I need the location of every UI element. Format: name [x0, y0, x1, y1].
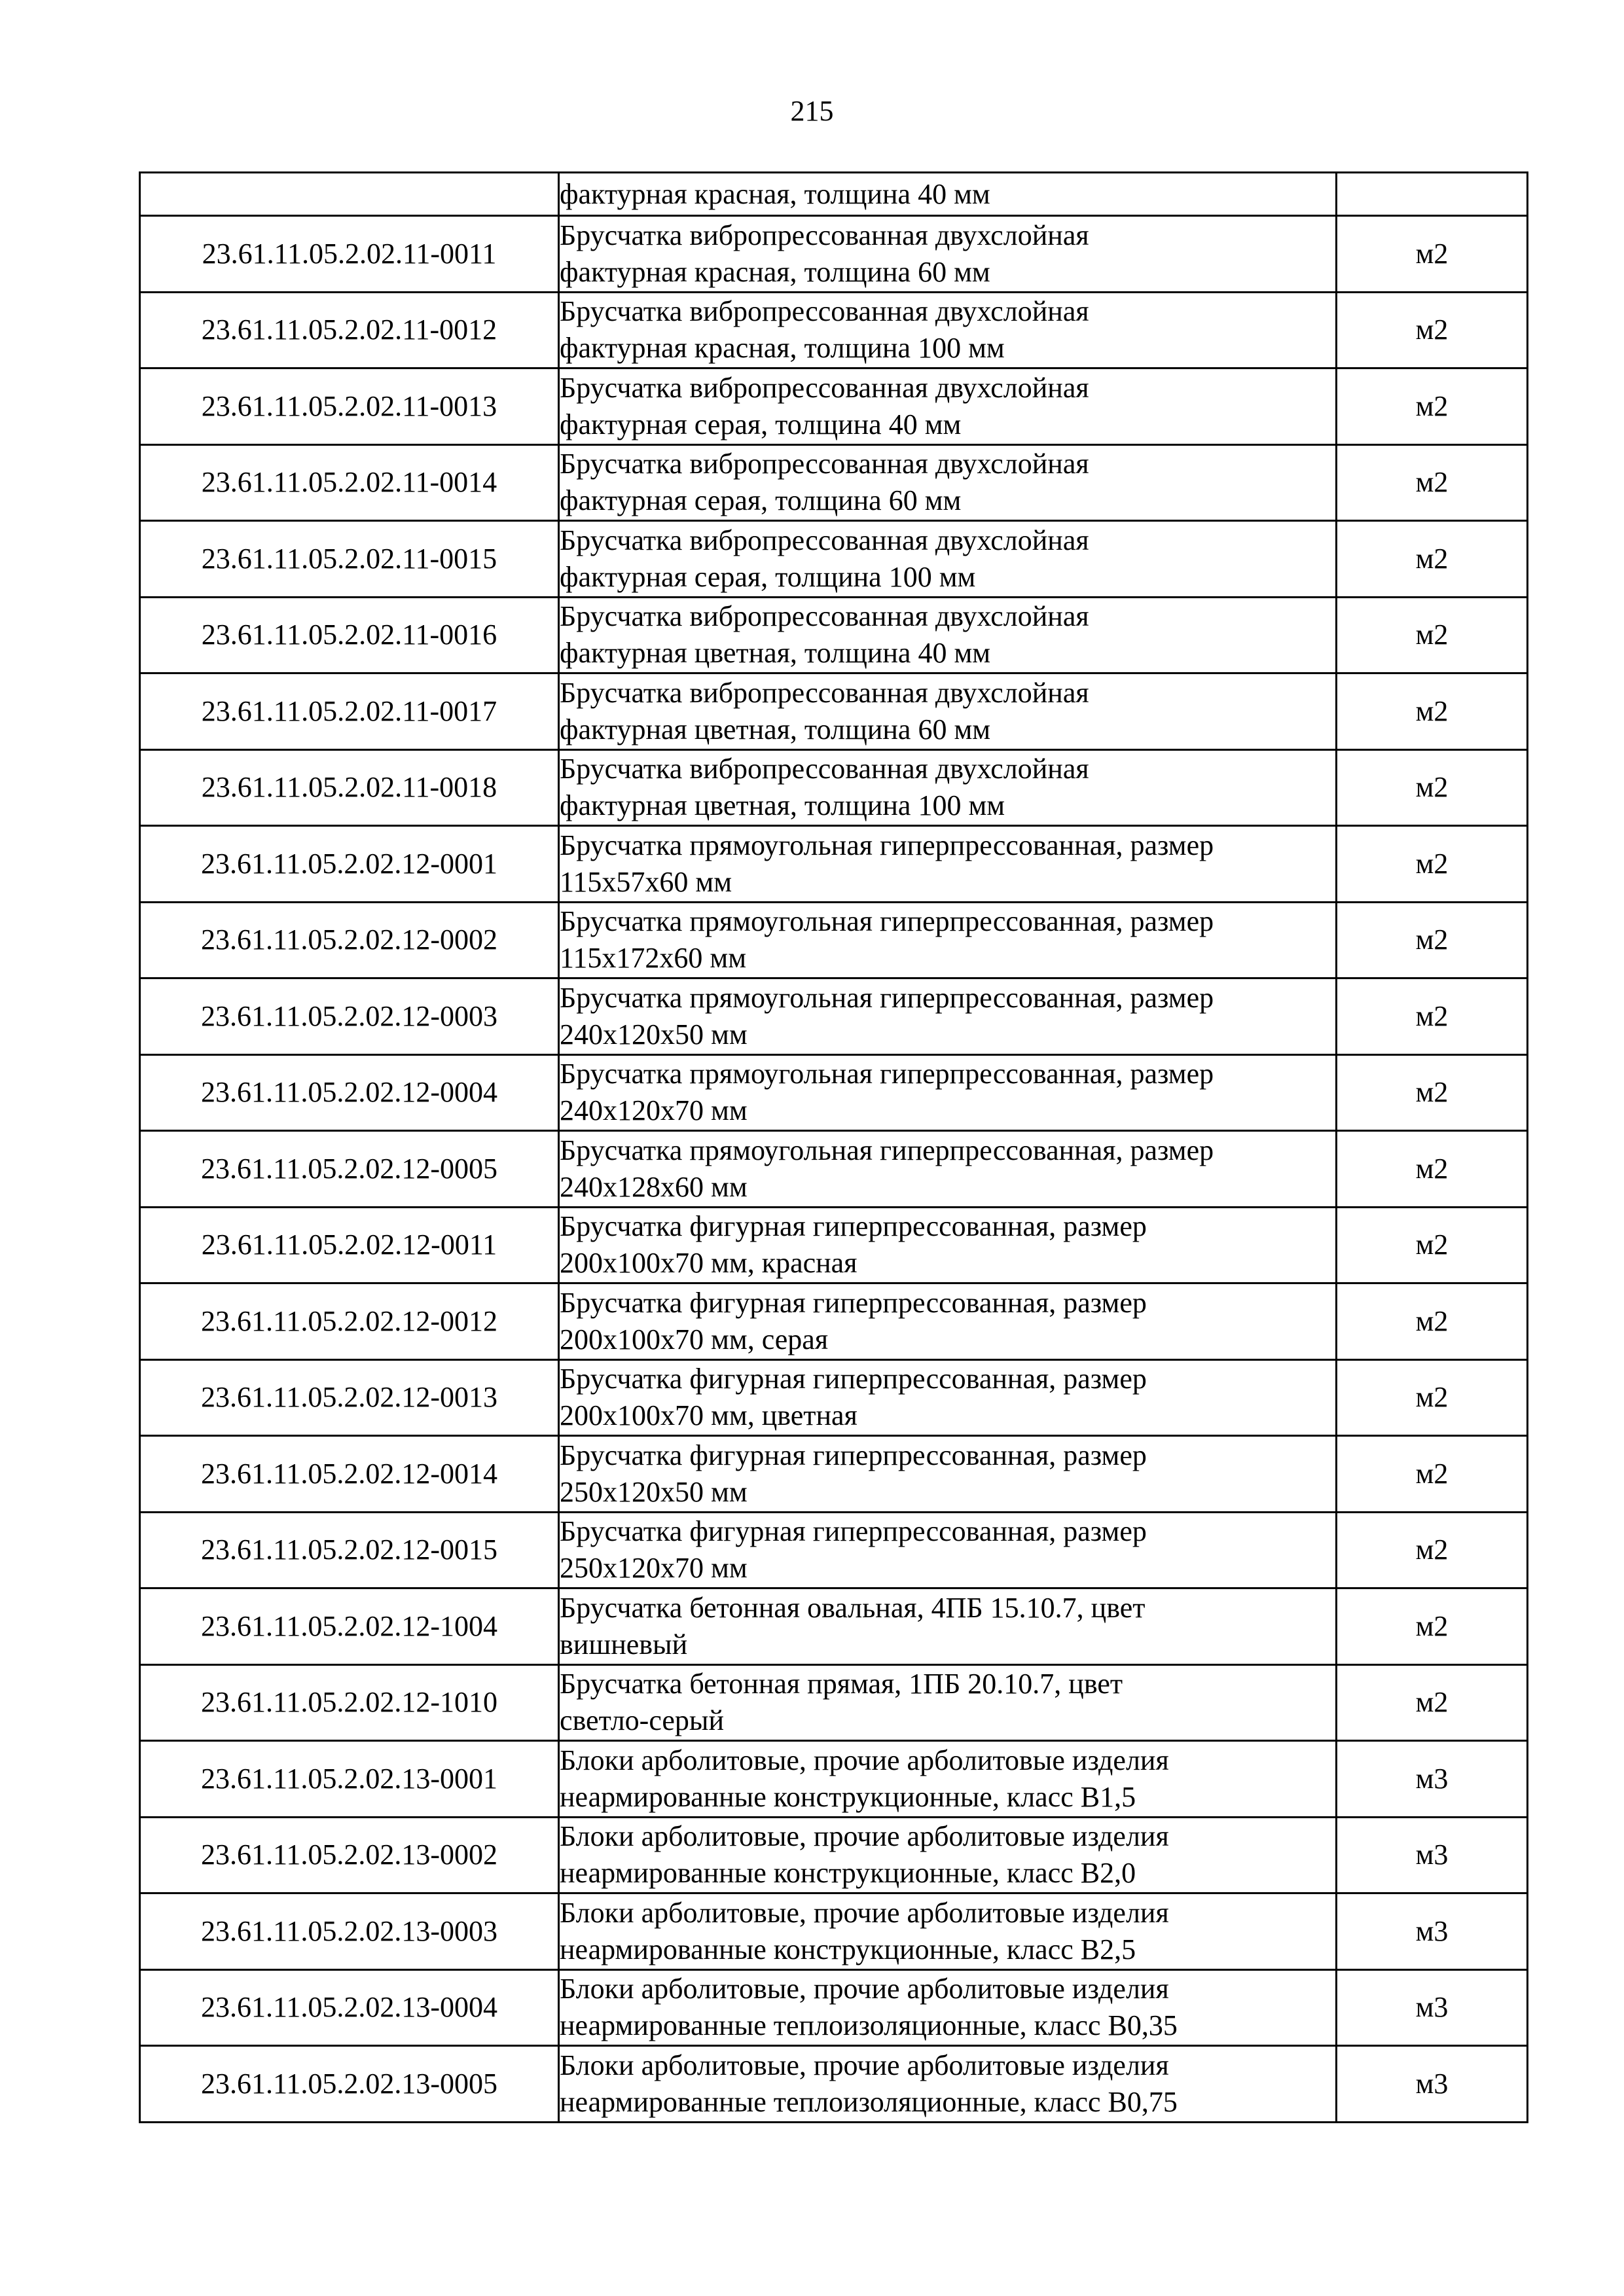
- resource-name-line: 115x172x60 мм: [560, 942, 747, 975]
- resource-name-line: неармированные теплоизоляционные, класс В0,35: [560, 2009, 1178, 2042]
- resource-name-line: светло-серый: [560, 1704, 725, 1737]
- resource-name-cell: [559, 1054, 1337, 1131]
- resource-name-line: фактурная серая, толщина 40 мм: [560, 408, 962, 440]
- resource-code-cell: 23.61.11.05.2.02.12-0014: [140, 1436, 559, 1513]
- unit-cell: м3: [1337, 1893, 1528, 1970]
- table-row: [140, 902, 1528, 978]
- unit-cell: м3: [1337, 2046, 1528, 2123]
- unit-cell: м2: [1337, 1512, 1528, 1588]
- resource-name-cell: [559, 1436, 1337, 1513]
- resource-name-cell: [559, 1893, 1337, 1970]
- resource-name-cell: [559, 292, 1337, 368]
- resource-code-cell: 23.61.11.05.2.02.12-0012: [140, 1283, 559, 1360]
- resource-name-line: 200x100x70 мм, серая: [560, 1323, 829, 1355]
- table-row: [140, 597, 1528, 673]
- unit-cell: м2: [1337, 1436, 1528, 1513]
- table-body: [140, 173, 1528, 2123]
- table-row: [140, 292, 1528, 368]
- resource-code-cell: 23.61.11.05.2.02.11-0015: [140, 521, 559, 598]
- unit-cell: м2: [1337, 1664, 1528, 1741]
- resource-code-cell: 23.61.11.05.2.02.12-0003: [140, 978, 559, 1055]
- resource-name-line: неармированные теплоизоляционные, класс В0,75: [560, 2085, 1178, 2118]
- table-row: [140, 978, 1528, 1055]
- resource-name-cell: [559, 978, 1337, 1055]
- unit-cell: м2: [1337, 1359, 1528, 1436]
- unit-cell: м2: [1337, 1588, 1528, 1665]
- resource-code-cell: 23.61.11.05.2.02.12-0004: [140, 1054, 559, 1131]
- resource-name-line: Брусчатка прямоугольная гиперпрессованная, размер: [560, 1058, 1214, 1090]
- resource-name-cell: [559, 1969, 1337, 2046]
- table-row-continuation: [140, 173, 1528, 216]
- unit-cell: м2: [1337, 292, 1528, 368]
- unit-cell: [1337, 173, 1528, 216]
- resource-name-line: фактурная серая, толщина 60 мм: [560, 484, 962, 517]
- unit-cell: м3: [1337, 1741, 1528, 1818]
- unit-cell: м2: [1337, 1207, 1528, 1283]
- resource-catalog-table: [139, 171, 1528, 2123]
- unit-cell: м2: [1337, 1131, 1528, 1208]
- resource-code-cell: 23.61.11.05.2.02.12-0005: [140, 1131, 559, 1208]
- resource-code-cell: 23.61.11.05.2.02.13-0004: [140, 1969, 559, 2046]
- unit-cell: м2: [1337, 1054, 1528, 1131]
- resource-code-cell: 23.61.11.05.2.02.11-0018: [140, 749, 559, 826]
- resource-code-cell: 23.61.11.05.2.02.11-0012: [140, 292, 559, 368]
- resource-code-cell: 23.61.11.05.2.02.12-1004: [140, 1588, 559, 1665]
- resource-name-cell: [559, 216, 1337, 293]
- resource-name-line: 240x120x50 мм: [560, 1018, 748, 1050]
- resource-code-cell: 23.61.11.05.2.02.12-0015: [140, 1512, 559, 1588]
- resource-name-cell: [559, 673, 1337, 750]
- resource-name-line: Брусчатка фигурная гиперпрессованная, размер: [560, 1286, 1147, 1319]
- resource-name-line: неармированные конструкционные, класс В2,0: [560, 1857, 1136, 1890]
- table-row: [140, 1893, 1528, 1970]
- resource-name-line: Брусчатка фигурная гиперпрессованная, размер: [560, 1439, 1147, 1471]
- unit-cell: м2: [1337, 597, 1528, 673]
- table-row: [140, 1207, 1528, 1283]
- resource-name-line: Блоки арболитовые, прочие арболитовые изделия: [560, 1820, 1169, 1853]
- resource-name-line: Брусчатка фигурная гиперпрессованная, размер: [560, 1210, 1147, 1243]
- resource-name-line: фактурная цветная, толщина 100 мм: [560, 789, 1005, 822]
- resource-name-line: 250x120x50 мм: [560, 1475, 748, 1508]
- unit-cell: м2: [1337, 368, 1528, 445]
- table-row: [140, 444, 1528, 521]
- resource-code-cell: 23.61.11.05.2.02.12-0013: [140, 1359, 559, 1436]
- unit-cell: м3: [1337, 1817, 1528, 1893]
- resource-name-line: Брусчатка вибропрессованная двухслойная: [560, 295, 1089, 328]
- table-row: [140, 1359, 1528, 1436]
- table-row: [140, 521, 1528, 598]
- resource-name-line: Блоки арболитовые, прочие арболитовые изделия: [560, 1744, 1169, 1776]
- resource-code-cell: 23.61.11.05.2.02.12-0011: [140, 1207, 559, 1283]
- resource-name-line: Брусчатка прямоугольная гиперпрессованная, размер: [560, 1134, 1214, 1166]
- resource-name-cell: [559, 1588, 1337, 1665]
- unit-cell: м2: [1337, 673, 1528, 750]
- unit-cell: м2: [1337, 749, 1528, 826]
- resource-name-line: Брусчатка вибропрессованная двухслойная: [560, 448, 1089, 480]
- resource-name-cell: [559, 2046, 1337, 2123]
- resource-code-cell: 23.61.11.05.2.02.11-0013: [140, 368, 559, 445]
- resource-name-cell: [559, 444, 1337, 521]
- resource-name-line: Брусчатка вибропрессованная двухслойная: [560, 600, 1089, 633]
- resource-name-line: неармированные конструкционные, класс В1,5: [560, 1780, 1136, 1813]
- resource-name-line: вишневый: [560, 1628, 688, 1660]
- resource-name-line: Блоки арболитовые, прочие арболитовые изделия: [560, 2049, 1169, 2081]
- table-row: [140, 749, 1528, 826]
- resource-name-line: 200x100x70 мм, цветная: [560, 1399, 857, 1432]
- unit-cell: м2: [1337, 1283, 1528, 1360]
- resource-name-line: Брусчатка фигурная гиперпрессованная, размер: [560, 1515, 1147, 1548]
- resource-code-cell: 23.61.11.05.2.02.11-0014: [140, 444, 559, 521]
- page-number: 215: [790, 95, 834, 127]
- resource-name-cell: [559, 1664, 1337, 1741]
- table-row: [140, 1131, 1528, 1208]
- resource-name-line: 200x100x70 мм, красная: [560, 1247, 857, 1280]
- resource-name-line: Блоки арболитовые, прочие арболитовые изделия: [560, 1896, 1169, 1929]
- resource-name-line: Блоки арболитовые, прочие арболитовые изделия: [560, 1973, 1169, 2005]
- resource-name-line: Брусчатка прямоугольная гиперпрессованная, размер: [560, 829, 1214, 861]
- resource-name-line: 240x120x70 мм: [560, 1094, 748, 1127]
- resource-name-cell: [559, 521, 1337, 598]
- resource-name-line: неармированные конструкционные, класс В2,5: [560, 1933, 1136, 1965]
- resource-name-cell: фактурная красная, толщина 40 мм: [559, 173, 1337, 216]
- unit-cell: м3: [1337, 1969, 1528, 2046]
- resource-code-cell: 23.61.11.05.2.02.12-1010: [140, 1664, 559, 1741]
- resource-name-line: Брусчатка вибропрессованная двухслойная: [560, 219, 1089, 251]
- resource-name-cell: [559, 826, 1337, 903]
- table-row: [140, 1817, 1528, 1893]
- resource-name-line: Брусчатка прямоугольная гиперпрессованная, размер: [560, 981, 1214, 1014]
- unit-cell: м2: [1337, 216, 1528, 293]
- resource-name-line: фактурная цветная, толщина 60 мм: [560, 713, 991, 745]
- resource-name-line: фактурная серая, толщина 100 мм: [560, 560, 976, 593]
- resource-code-cell: 23.61.11.05.2.02.13-0002: [140, 1817, 559, 1893]
- resource-name-line: 250x120x70 мм: [560, 1552, 748, 1585]
- resource-name-line: Брусчатка вибропрессованная двухслойная: [560, 371, 1089, 404]
- resource-name-cell: [559, 1207, 1337, 1283]
- resource-code-cell: 23.61.11.05.2.02.13-0003: [140, 1893, 559, 1970]
- table-row: [140, 673, 1528, 750]
- table-row: [140, 1512, 1528, 1588]
- table-row: [140, 2046, 1528, 2123]
- table-row: [140, 216, 1528, 293]
- resource-code-cell: [140, 173, 559, 216]
- resource-name-line: фактурная красная, толщина 100 мм: [560, 332, 1005, 365]
- resource-code-cell: 23.61.11.05.2.02.11-0011: [140, 216, 559, 293]
- resource-name-line: Брусчатка бетонная овальная, 4ПБ 15.10.7, цвет: [560, 1591, 1146, 1624]
- resource-name-cell: [559, 902, 1337, 978]
- resource-name-cell: [559, 1817, 1337, 1893]
- table-row: [140, 1664, 1528, 1741]
- resource-name-line: фактурная цветная, толщина 40 мм: [560, 637, 991, 670]
- resource-name-cell: [559, 597, 1337, 673]
- resource-code-cell: 23.61.11.05.2.02.11-0017: [140, 673, 559, 750]
- resource-name-line: Брусчатка вибропрессованная двухслойная: [560, 753, 1089, 785]
- resource-name-cell: [559, 1131, 1337, 1208]
- resource-code-cell: 23.61.11.05.2.02.11-0016: [140, 597, 559, 673]
- resource-name-line: Брусчатка фигурная гиперпрессованная, размер: [560, 1363, 1147, 1395]
- resource-name-cell: [559, 1283, 1337, 1360]
- resource-name-line: Брусчатка бетонная прямая, 1ПБ 20.10.7, цвет: [560, 1668, 1123, 1700]
- resource-name-line: 115x57x60 мм: [560, 865, 732, 898]
- unit-cell: м2: [1337, 444, 1528, 521]
- resource-name-cell: [559, 1741, 1337, 1818]
- unit-cell: м2: [1337, 521, 1528, 598]
- unit-cell: м2: [1337, 978, 1528, 1055]
- resource-name-line: 240x128x60 мм: [560, 1170, 748, 1203]
- resource-name-line: фактурная красная, толщина 60 мм: [560, 255, 990, 288]
- table-row: [140, 1054, 1528, 1131]
- unit-cell: м2: [1337, 902, 1528, 978]
- table-row: [140, 826, 1528, 903]
- unit-cell: м2: [1337, 826, 1528, 903]
- resource-name-cell: [559, 1512, 1337, 1588]
- resource-name-cell: [559, 1359, 1337, 1436]
- table-row: [140, 1969, 1528, 2046]
- resource-code-cell: 23.61.11.05.2.02.12-0001: [140, 826, 559, 903]
- resource-name-line: Брусчатка вибропрессованная двухслойная: [560, 676, 1089, 709]
- resource-name-line: Брусчатка вибропрессованная двухслойная: [560, 524, 1089, 556]
- table-row: [140, 368, 1528, 445]
- table-row: [140, 1283, 1528, 1360]
- table-row: [140, 1436, 1528, 1513]
- table-row: [140, 1741, 1528, 1818]
- table-row: [140, 1588, 1528, 1665]
- resource-code-cell: 23.61.11.05.2.02.13-0001: [140, 1741, 559, 1818]
- resource-name-cell: [559, 368, 1337, 445]
- resource-name-cell: [559, 749, 1337, 826]
- resource-code-cell: 23.61.11.05.2.02.12-0002: [140, 902, 559, 978]
- resource-name-line: Брусчатка прямоугольная гиперпрессованная, размер: [560, 905, 1214, 938]
- resource-code-cell: 23.61.11.05.2.02.13-0005: [140, 2046, 559, 2123]
